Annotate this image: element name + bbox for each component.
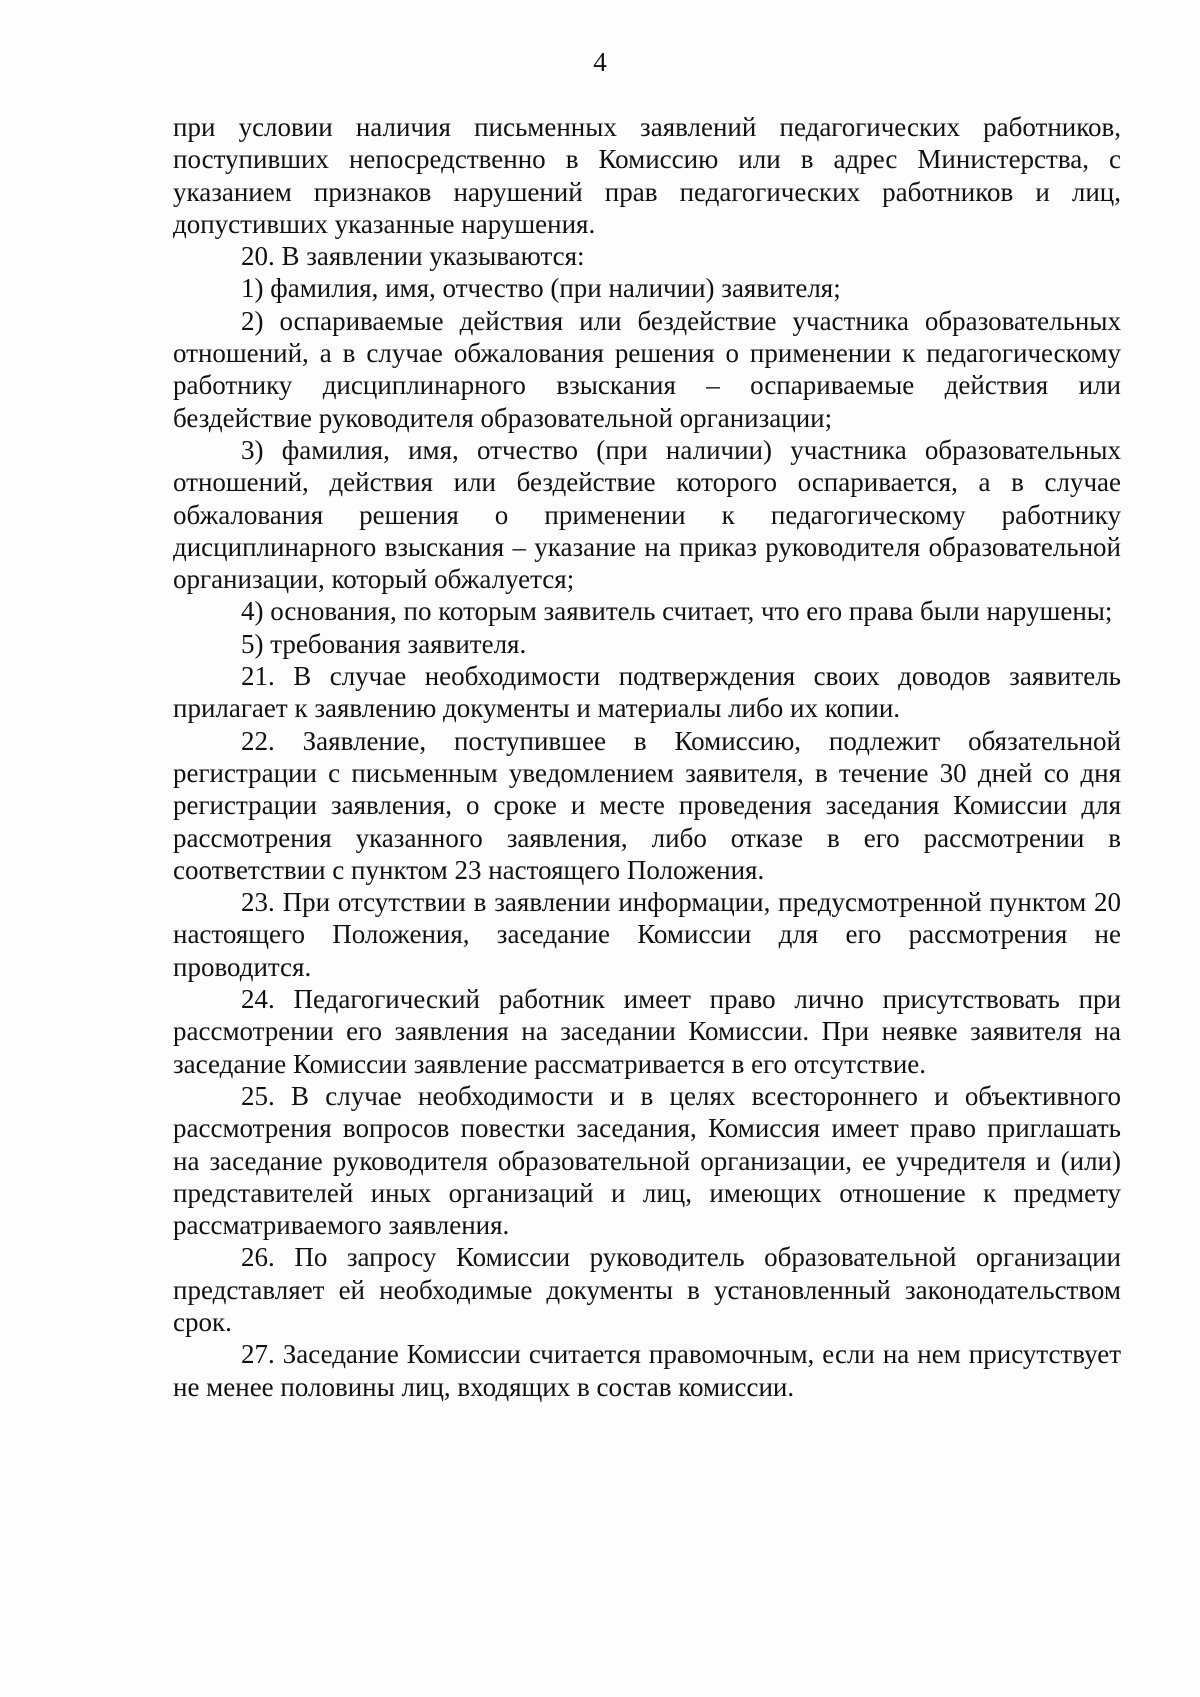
paragraph-22: 22. Заявление, поступившее в Комиссию, подлежит обязательной регистрации с письменным уведомлением заявителя, в течение 30 дней со дня регистрации заявления, о сроке и месте проведения заседания Комиссии для рассмотрения указанного заявления, либо отказе в его рассмотрении в соответствии с пунктом 23 настоящего Положения. xyxy=(173,725,1121,885)
paragraph-27: 27. Заседание Комиссии считается правомочным, если на нем присутствует не менее половины лиц, входящих в состав комиссии. xyxy=(173,1339,1121,1402)
paragraph-20-item-3: 3) фамилия, имя, отчество (при наличии) участника образовательных отношений, действия или бездействие которого оспаривается, а в случае обжалования решения о применении к педагогическому работнику дисциплинарного взыскания – указание на приказ руководителя образовательной организации, который обжалуется; xyxy=(173,434,1121,595)
paragraph-20-item-4: 4) основания, по которым заявитель считает, что его права были нарушены; xyxy=(241,596,1113,627)
paragraph-20-item-5: 5) требования заявителя. xyxy=(241,628,527,659)
page-number: 4 xyxy=(593,47,607,77)
paragraph-20-item-1: 1) фамилия, имя, отчество (при наличии) заявителя; xyxy=(241,273,841,304)
document-body xyxy=(173,111,1121,1403)
paragraph-20-item-2: 2) оспариваемые действия или бездействие участника образовательных отношений, а в случае обжалования решения о применении к педагогическому работнику дисциплинарного взыскания – оспариваемые действия или бездействие руководителя образовательной организации; xyxy=(173,305,1121,433)
paragraph-23: 23. При отсутствии в заявлении информации, предусмотренной пунктом 20 настоящего Положения, заседание Комиссии для его рассмотрения не проводится. xyxy=(173,887,1121,982)
paragraph-21: 21. В случае необходимости подтверждения своих доводов заявитель прилагает к заявлению документы и материалы либо их копии. xyxy=(173,661,1121,724)
paragraph-intro: при условии наличия письменных заявлений педагогических работников, поступивших непосредственно в Комиссию или в адрес Министерства, с указанием признаков нарушений прав педагогических работников и лиц, допустивших указанные нарушения. xyxy=(173,112,1121,239)
paragraph-25: 25. В случае необходимости и в целях всестороннего и объективного рассмотрения вопросов повестки заседания, Комиссия имеет право приглашать на заседание руководителя образовательной организации, ее учредителя и (или) представителей иных организаций и лиц, имеющих отношение к предмету рассматриваемого заявления. xyxy=(173,1080,1121,1241)
paragraph-20: 20. В заявлении указываются: xyxy=(241,241,585,272)
paragraph-26: 26. По запросу Комиссии руководитель образовательной организации представляет ей необходимые документы в установленный законодательством срок. xyxy=(173,1242,1121,1337)
paragraph-24: 24. Педагогический работник имеет право лично присутствовать при рассмотрении его заявления на заседании Комиссии. При неявке заявителя на заседание Комиссии заявление рассматривается в его отсутствие. xyxy=(173,984,1121,1079)
